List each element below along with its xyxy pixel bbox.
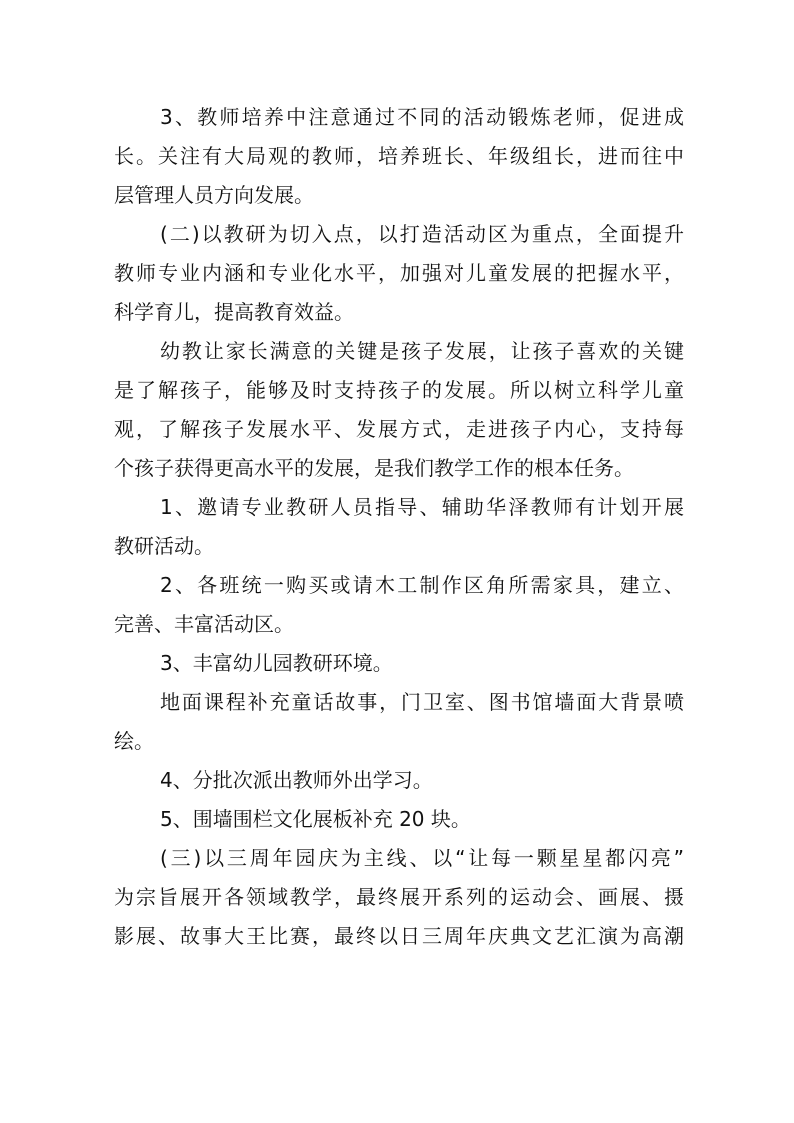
text-line: 个孩子获得更高水平的发展，是我们教学工作的根本任务。 (114, 456, 634, 480)
text-line: 教研活动。 (114, 534, 214, 558)
document-body (114, 98, 684, 956)
text-line: 4、分批次派出教师外出学习。 (160, 768, 433, 792)
text-line: (三)以三周年园庆为主线、以“让每一颗星星都闪亮” (160, 846, 684, 870)
text-line: 1、邀请专业教研人员指导、辅助华泽教师有计划开展 (160, 495, 684, 519)
text-line: 为宗旨展开各领域教学，最终展开系列的运动会、画展、摄 (114, 885, 684, 909)
text-line: 3、教师培养中注意通过不同的活动锻炼老师，促进成 (160, 105, 684, 129)
text-line: 完善、丰富活动区。 (114, 612, 294, 636)
text-line: 科学育儿，提高教育效益。 (114, 300, 354, 324)
text-line: 是了解孩子，能够及时支持孩子的发展。所以树立科学儿童 (114, 378, 684, 402)
text-line: 观，了解孩子发展水平、发展方式，走进孩子内心，支持每 (114, 417, 684, 441)
text-line: 3、丰富幼儿园教研环境。 (160, 651, 393, 675)
text-line: 教师专业内涵和专业化水平，加强对儿童发展的把握水平， (114, 261, 684, 285)
text-line: 绘。 (114, 729, 154, 753)
text-line: 影展、故事大王比赛，最终以日三周年庆典文艺汇演为高潮 (114, 924, 684, 948)
text-line: 地面课程补充童话故事，门卫室、图书馆墙面大背景喷 (160, 690, 684, 714)
text-line: 5、围墙围栏文化展板补充 20 块。 (160, 807, 471, 831)
text-line: 层管理人员方向发展。 (114, 183, 314, 207)
text-line: 长。关注有大局观的教师，培养班长、年级组长，进而往中 (114, 144, 684, 168)
text-line: 2、各班统一购买或请木工制作区角所需家具，建立、 (160, 573, 684, 597)
text-line: 幼教让家长满意的关键是孩子发展，让孩子喜欢的关键 (160, 339, 684, 363)
text-line: (二)以教研为切入点，以打造活动区为重点，全面提升 (160, 222, 684, 246)
